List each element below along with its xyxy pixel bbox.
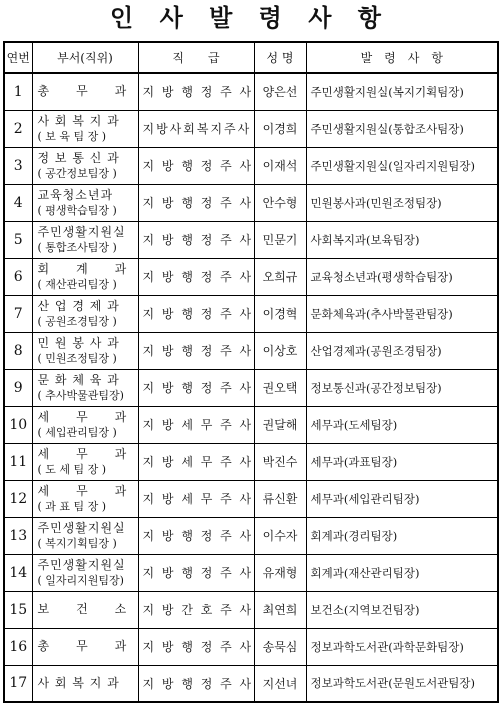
row-grade: 지 방 행 정 주 사 <box>138 147 254 184</box>
row-department <box>32 554 138 591</box>
row-name: 양은선 <box>254 73 306 110</box>
row-number: 15 <box>4 591 32 628</box>
table-row <box>4 147 498 184</box>
row-name: 류신환 <box>254 480 306 517</box>
row-number: 6 <box>4 258 32 295</box>
row-grade: 지 방 세 무 주 사 <box>138 443 254 480</box>
department-name: 총 무 과 <box>37 84 128 99</box>
row-appointment: 주민생활지원실(복지기획팀장) <box>306 73 498 110</box>
row-appointment: 교육청소년과(평생학습팀장) <box>306 258 498 295</box>
department-name: 산 업 경 제 과 <box>37 298 120 313</box>
row-grade: 지 방 행 정 주 사 <box>138 221 254 258</box>
row-grade: 지 방 행 정 주 사 <box>138 628 254 665</box>
row-name: 유재형 <box>254 554 306 591</box>
department-position: ( 추사박물관팀장) <box>37 388 124 402</box>
table-header-row <box>4 42 498 73</box>
department-name: 교육청소년과 <box>37 187 114 202</box>
header-appoint: 발 령 사 항 <box>306 42 498 73</box>
department-position: ( 민원조정팀장 ) <box>37 351 117 365</box>
department-name: 세 무 과 <box>37 483 128 498</box>
row-appointment: 사회복지과(보육팀장) <box>306 221 498 258</box>
row-grade: 지 방 행 정 주 사 <box>138 332 254 369</box>
row-department <box>32 258 138 295</box>
table-row <box>4 184 498 221</box>
department-position: ( 세입관리팀장 ) <box>37 425 117 439</box>
row-number: 13 <box>4 517 32 554</box>
row-number: 17 <box>4 665 32 702</box>
department-name: 주민생활지원실 <box>37 224 126 239</box>
header-dept: 부서(직위) <box>32 42 138 73</box>
row-department <box>32 628 138 665</box>
row-appointment: 산업경제과(공원조경팀장) <box>306 332 498 369</box>
table-row <box>4 73 498 110</box>
row-name: 이경희 <box>254 110 306 147</box>
department-position: ( 평생학습팀장 ) <box>37 203 117 217</box>
row-appointment: 주민생활지원실(일자리지원팀장) <box>306 147 498 184</box>
row-grade: 지 방 행 정 주 사 <box>138 517 254 554</box>
row-department <box>32 406 138 443</box>
department-name: 총 무 과 <box>37 639 128 653</box>
header-no: 연번 <box>4 42 32 73</box>
department-name: 문 화 체 육 과 <box>37 372 120 387</box>
table-row <box>4 332 498 369</box>
row-number: 12 <box>4 480 32 517</box>
table-row <box>4 554 498 591</box>
row-department <box>32 147 138 184</box>
department-position: ( 보 육 팀 장 ) <box>37 129 107 143</box>
department-name: 사 회 복 지 과 <box>37 675 120 690</box>
row-name: 이수자 <box>254 517 306 554</box>
department-position: ( 통합조사팀장 ) <box>37 240 117 254</box>
department-position: ( 공간정보팀장 ) <box>37 166 117 180</box>
row-name: 이상호 <box>254 332 306 369</box>
row-grade: 지 방 행 정 주 사 <box>138 369 254 406</box>
department-name: 세 무 과 <box>37 446 128 461</box>
department-name: 민 원 봉 사 과 <box>37 335 120 350</box>
department-position: ( 복지기획팀장 ) <box>37 536 117 550</box>
row-number: 11 <box>4 443 32 480</box>
row-department <box>32 480 138 517</box>
row-name: 민문기 <box>254 221 306 258</box>
row-department <box>32 332 138 369</box>
row-appointment: 정보과학도서관(과학문화팀장) <box>306 628 498 665</box>
department-name: 주민생활지원실 <box>37 520 126 535</box>
department-position: ( 일자리지원팀장) <box>37 573 124 587</box>
row-department <box>32 665 138 702</box>
table-row <box>4 628 498 665</box>
row-grade: 지 방 행 정 주 사 <box>138 665 254 702</box>
row-name: 이재석 <box>254 147 306 184</box>
row-department <box>32 443 138 480</box>
row-grade: 지 방 행 정 주 사 <box>138 184 254 221</box>
header-grade: 직 급 <box>138 42 254 73</box>
row-appointment: 세무과(과표팀장) <box>306 443 498 480</box>
row-name: 이경혁 <box>254 295 306 332</box>
row-number: 9 <box>4 369 32 406</box>
row-name: 지선녀 <box>254 665 306 702</box>
table-body <box>4 73 498 702</box>
row-name: 권달해 <box>254 406 306 443</box>
row-appointment: 문화체육과(추사박물관팀장) <box>306 295 498 332</box>
table-row <box>4 258 498 295</box>
department-name: 사 회 복 지 과 <box>37 113 120 128</box>
row-number: 3 <box>4 147 32 184</box>
table-row <box>4 517 498 554</box>
department-name: 회 계 과 <box>37 261 128 276</box>
row-department <box>32 517 138 554</box>
row-appointment: 민원봉사과(민원조정팀장) <box>306 184 498 221</box>
table-row <box>4 110 498 147</box>
table-row <box>4 369 498 406</box>
row-appointment: 정보통신과(공간정보팀장) <box>306 369 498 406</box>
row-grade: 지 방 행 정 주 사 <box>138 554 254 591</box>
row-grade: 지 방 행 정 주 사 <box>138 73 254 110</box>
department-name: 주민생활지원실 <box>37 557 126 572</box>
row-department <box>32 591 138 628</box>
row-grade: 지 방 간 호 주 사 <box>138 591 254 628</box>
row-appointment: 보건소(지역보건팀장) <box>306 591 498 628</box>
row-department <box>32 295 138 332</box>
row-grade: 지 방 세 무 주 사 <box>138 406 254 443</box>
row-name: 송묵심 <box>254 628 306 665</box>
row-name: 안수형 <box>254 184 306 221</box>
row-name: 최연희 <box>254 591 306 628</box>
department-position: ( 공원조경팀장 ) <box>37 314 117 328</box>
row-appointment: 주민생활지원실(통합조사팀장) <box>306 110 498 147</box>
table-row <box>4 443 498 480</box>
row-appointment: 회계과(재산관리팀장) <box>306 554 498 591</box>
row-number: 10 <box>4 406 32 443</box>
row-number: 5 <box>4 221 32 258</box>
row-number: 2 <box>4 110 32 147</box>
row-grade: 지 방 행 정 주 사 <box>138 258 254 295</box>
row-grade: 지방사회복지주사 <box>138 110 254 147</box>
row-appointment: 세무과(도세팀장) <box>306 406 498 443</box>
row-appointment: 회계과(경리팀장) <box>306 517 498 554</box>
row-number: 1 <box>4 73 32 110</box>
row-department <box>32 369 138 406</box>
row-number: 16 <box>4 628 32 665</box>
table-row <box>4 295 498 332</box>
row-department <box>32 110 138 147</box>
row-department <box>32 221 138 258</box>
department-position: ( 과 표 팀 장 ) <box>37 499 107 513</box>
row-grade: 지 방 세 무 주 사 <box>138 480 254 517</box>
row-grade: 지 방 행 정 주 사 <box>138 295 254 332</box>
table-row <box>4 480 498 517</box>
table-row <box>4 665 498 702</box>
table-row <box>4 406 498 443</box>
appointment-table <box>3 41 499 703</box>
row-appointment: 세무과(세입관리팀장) <box>306 480 498 517</box>
row-name: 오희규 <box>254 258 306 295</box>
row-department <box>32 184 138 221</box>
row-number: 7 <box>4 295 32 332</box>
row-name: 권오택 <box>254 369 306 406</box>
table-row <box>4 591 498 628</box>
row-department <box>32 73 138 110</box>
row-number: 4 <box>4 184 32 221</box>
department-position: ( 재산관리팀장 ) <box>37 277 117 291</box>
department-name: 보 건 소 <box>37 602 128 616</box>
row-number: 14 <box>4 554 32 591</box>
department-name: 세 무 과 <box>37 409 128 424</box>
row-name: 박진수 <box>254 443 306 480</box>
page-title: 인 사 발 령 사 항 <box>110 3 390 32</box>
header-name: 성 명 <box>254 42 306 73</box>
department-name: 정 보 통 신 과 <box>37 150 120 165</box>
department-position: ( 도 세 팀 장 ) <box>37 462 107 476</box>
row-number: 8 <box>4 332 32 369</box>
row-appointment: 정보과학도서관(문원도서관팀장) <box>306 665 498 702</box>
table-row <box>4 221 498 258</box>
